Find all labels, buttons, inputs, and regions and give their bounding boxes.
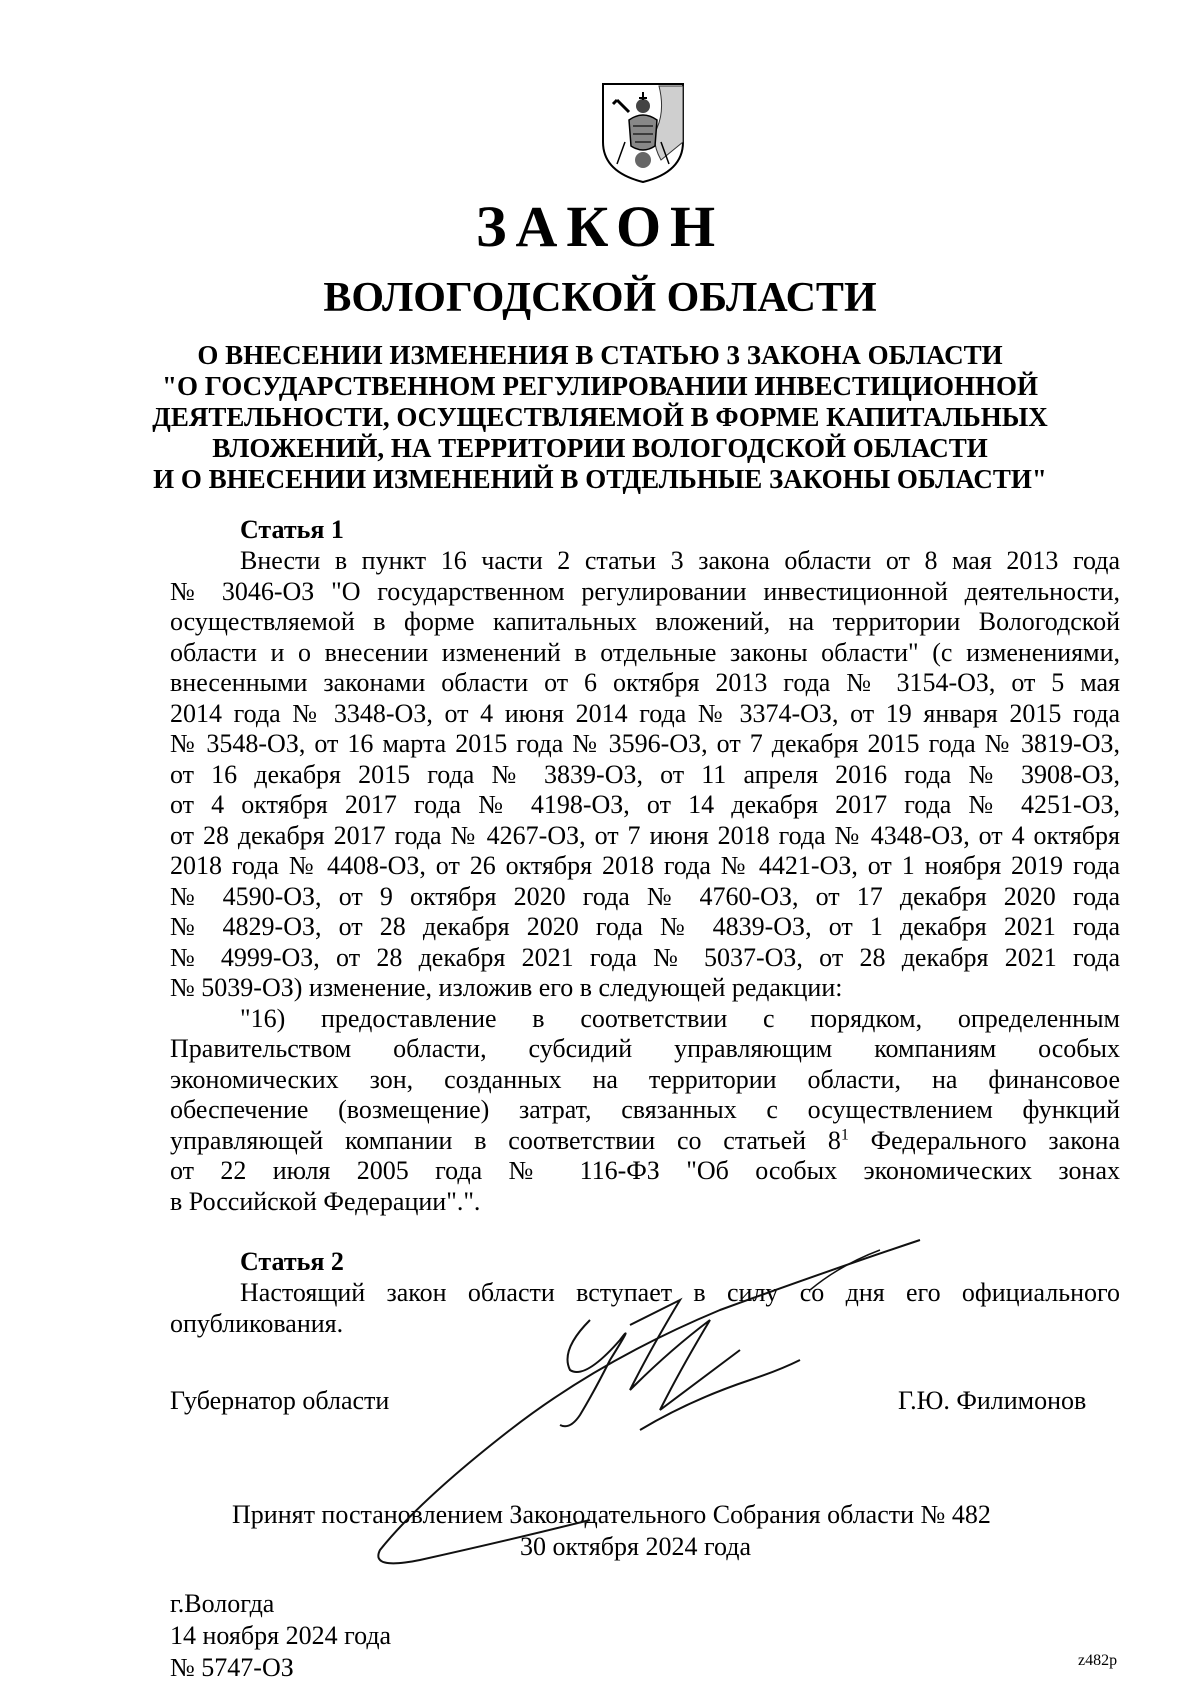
article1-line: от 16 декабря 2015 года № 3839-ОЗ, от 11 апреля 2016 года № 3908-ОЗ, — [170, 759, 1120, 789]
article1-line: 2018 года № 4408-ОЗ, от 26 октября 2018 года № 4421-ОЗ, от 1 ноября 2019 года — [170, 851, 1120, 880]
article1-body — [170, 546, 1120, 1217]
superscript-article-number: 1 — [840, 1125, 849, 1143]
article1-heading: Статья 1 — [240, 515, 344, 544]
handwritten-signature — [360, 1230, 960, 1570]
article1-line: области и о внесении изменений в отдельные законы области" (с изменениями, — [170, 637, 1120, 667]
quote-line: от 22 июля 2005 года № 116-ФЗ "Об особых экономических зонах — [170, 1156, 1120, 1185]
document-title: ЗАКОН — [475, 194, 725, 259]
article1-line: № 3046-ОЗ "О государственном регулировании инвестиционной деятельности, — [170, 576, 1120, 606]
subtitle-line: И О ВНЕСЕНИИ ИЗМЕНЕНИЙ В ОТДЕЛЬНЫЕ ЗАКОНЫ ОБЛАСТИ" — [153, 464, 1047, 494]
signatory-name: Г.Ю. Филимонов — [898, 1386, 1087, 1415]
article1-line: осуществляемой в форме капитальных вложений, на территории Вологодской — [170, 607, 1120, 636]
quote-text: управляющей компании в соответствии со статьей 8 — [170, 1125, 841, 1155]
article1-line: № 4999-ОЗ, от 28 декабря 2021 года № 5037-ОЗ, от 28 декабря 2021 года — [170, 942, 1120, 972]
document-code: z482р — [1078, 1652, 1118, 1669]
subtitle-line: О ВНЕСЕНИИ ИЗМЕНЕНИЯ В СТАТЬЮ 3 ЗАКОНА ОБЛАСТИ — [197, 340, 1003, 370]
adoption-date: 30 октября 2024 года — [520, 1532, 751, 1561]
quote-line: в Российской Федерации".". — [170, 1186, 481, 1216]
issue-date: 14 ноября 2024 года — [170, 1621, 392, 1650]
article2-line: Настоящий закон области вступает в силу со дня его официального — [240, 1278, 1120, 1307]
article1-line: № 3548-ОЗ, от 16 марта 2015 года № 3596-ОЗ, от 7 декабря 2015 года № 3819-ОЗ, — [170, 729, 1120, 758]
quote-line: экономических зон, созданных на территории области, на финансовое — [170, 1064, 1120, 1094]
issue-city: г.Вологда — [170, 1589, 275, 1618]
article1-line: № 5039-ОЗ) изменение, изложив его в следующей редакции: — [170, 973, 843, 1002]
quote-line: "16) предоставление в соответствии с порядком, определенным — [240, 1003, 1120, 1033]
issue-details — [170, 1588, 391, 1684]
coat-of-arms-emblem — [599, 80, 687, 186]
article1-line: 2014 года № 3348-ОЗ, от 4 июня 2014 года № 3374-ОЗ, от 19 января 2015 года — [170, 698, 1120, 728]
article1-line: от 28 декабря 2017 года № 4267-ОЗ, от 7 июня 2018 года № 4348-ОЗ, от 4 октября — [170, 820, 1120, 850]
quote-text: Федерального закона — [848, 1125, 1120, 1155]
article1-line: № 4590-ОЗ, от 9 октября 2020 года № 4760-ОЗ, от 17 декабря 2020 года — [170, 881, 1120, 911]
subtitle-line: ВЛОЖЕНИЙ, НА ТЕРРИТОРИИ ВОЛОГОДСКОЙ ОБЛАСТИ — [212, 433, 988, 463]
quote-line: Правительством области, субсидий управляющим компаниям особых — [170, 1034, 1120, 1063]
article2-heading: Статья 2 — [240, 1247, 344, 1276]
article1-line: внесенными законами области от 6 октября 2013 года № 3154-ОЗ, от 5 мая — [170, 668, 1120, 697]
document-region: ВОЛОГОДСКОЙ ОБЛАСТИ — [323, 275, 877, 321]
law-subtitle — [140, 340, 1060, 495]
adoption-text: Принят постановлением Законодательного Собрания области № 482 — [232, 1500, 991, 1529]
quote-line-with-superscript — [170, 1126, 1120, 1157]
article1-line: Внести в пункт 16 части 2 статьи 3 закона области от 8 мая 2013 года — [240, 546, 1120, 575]
article1-line: от 4 октября 2017 года № 4198-ОЗ, от 14 декабря 2017 года № 4251-ОЗ, — [170, 790, 1120, 819]
law-number: № 5747-ОЗ — [170, 1653, 294, 1682]
signatory-position: Губернатор области — [170, 1386, 390, 1415]
quote-line: обеспечение (возмещение) затрат, связанных с осуществлением функций — [170, 1095, 1120, 1124]
article2-line: опубликования. — [170, 1308, 344, 1338]
subtitle-line: ДЕЯТЕЛЬНОСТИ, ОСУЩЕСТВЛЯЕМОЙ В ФОРМЕ КАПИТАЛЬНЫХ — [152, 402, 1048, 432]
subtitle-line: "О ГОСУДАРСТВЕННОМ РЕГУЛИРОВАНИИ ИНВЕСТИЦИОННОЙ — [162, 371, 1038, 401]
article1-line: № 4829-ОЗ, от 28 декабря 2020 года № 4839-ОЗ, от 1 декабря 2021 года — [170, 912, 1120, 941]
